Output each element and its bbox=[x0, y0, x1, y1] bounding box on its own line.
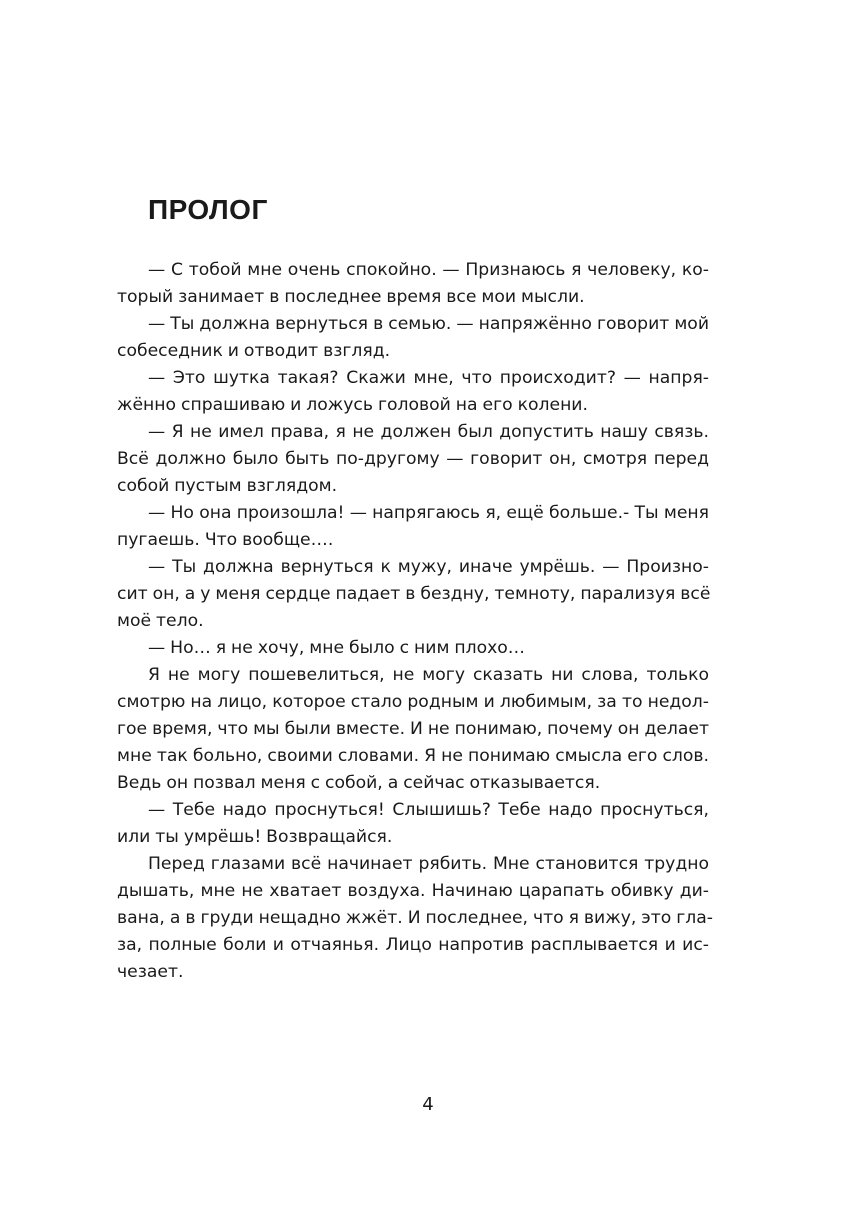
text-line: сит он, а у меня сердце падает в бездну, темноту, парализуя всё bbox=[117, 584, 711, 604]
text-line: — Я не имел права, я не должен был допустить нашу связь. bbox=[148, 422, 709, 442]
text-line: чезает. bbox=[117, 962, 184, 982]
text-line: — Тебе надо проснуться! Слышишь? Тебе надо проснуться, bbox=[148, 800, 709, 820]
text-line: мне так больно, своими словами. Я не понимаю смысла его слов. bbox=[117, 746, 709, 766]
text-line: за, полные боли и отчаянья. Лицо напротив расплывается и ис- bbox=[117, 935, 709, 955]
text-line: — Это шутка такая? Скажи мне, что происходит? — напря- bbox=[148, 368, 709, 388]
text-line: собой пустым взглядом. bbox=[117, 476, 338, 496]
chapter-title: ПРОЛОГ bbox=[148, 194, 268, 225]
prologue-text bbox=[117, 257, 713, 986]
text-line: Я не могу пошевелиться, не могу сказать ни слова, только bbox=[148, 665, 709, 685]
text-line: — Ты должна вернуться к мужу, иначе умрёшь. — Произно- bbox=[148, 557, 709, 577]
text-line: пугаешь. Что вообще…. bbox=[117, 530, 334, 550]
text-line: — Ты должна вернуться в семью. — напряжённо говорит мой bbox=[148, 314, 709, 334]
text-line: — С тобой мне очень спокойно. — Признаюсь я человеку, ко- bbox=[148, 260, 709, 280]
text-line: или ты умрёшь! Возвращайся. bbox=[117, 827, 393, 847]
text-line: Всё должно было быть по-другому — говорит он, смотря перед bbox=[117, 449, 709, 469]
text-line: жённо спрашиваю и ложусь головой на его колени. bbox=[117, 395, 588, 415]
text-line: гое время, что мы были вместе. И не понимаю, почему он делает bbox=[117, 719, 710, 739]
text-line: собеседник и отводит взгляд. bbox=[117, 341, 391, 361]
text-line: дышать, мне не хватает воздуха. Начинаю царапать обивку ди- bbox=[117, 881, 709, 901]
text-line: — Но… я не хочу, мне было с ним плохо… bbox=[148, 638, 525, 658]
text-line: Ведь он позвал меня с собой, а сейчас отказывается. bbox=[117, 773, 601, 793]
page-number: 4 bbox=[422, 1094, 434, 1115]
text-line: Перед глазами всё начинает рябить. Мне становится трудно bbox=[148, 854, 709, 874]
text-line: торый занимает в последнее время все мои мысли. bbox=[117, 287, 585, 307]
text-line: — Но она произошла! — напрягаюсь я, ещё больше.- Ты меня bbox=[148, 503, 709, 523]
text-line: моё тело. bbox=[117, 611, 204, 631]
text-line: вана, а в груди нещадно жжёт. И последнее, что я вижу, это гла- bbox=[117, 908, 713, 928]
text-line: смотрю на лицо, которое стало родным и любимым, за то недол- bbox=[117, 692, 709, 712]
